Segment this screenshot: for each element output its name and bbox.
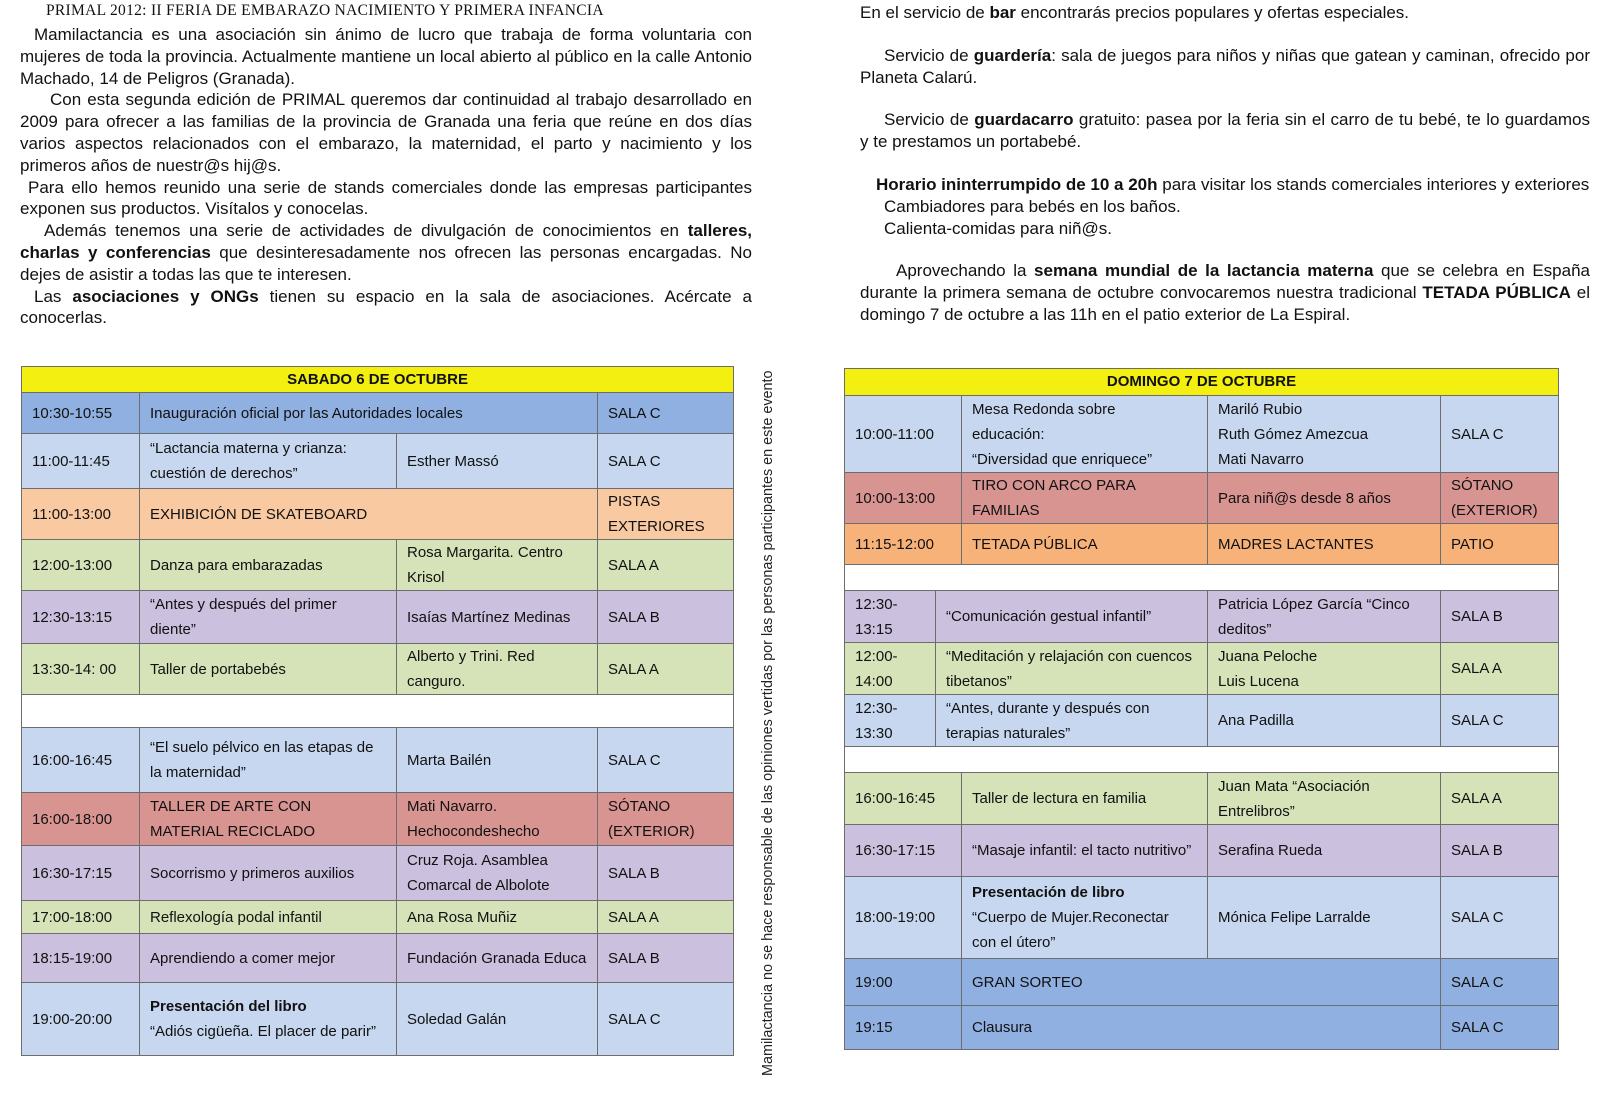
time-cell: 16:00-16:45 — [845, 773, 962, 825]
table-row — [845, 524, 1559, 565]
text-span: para visitar los stands comerciales interiores y exteriores — [1157, 174, 1590, 194]
room-cell: SALA B — [1441, 591, 1559, 643]
room-cell: PATIO — [1441, 524, 1559, 565]
time-cell: 13:30-14: 00 — [22, 644, 140, 695]
time-cell: 11:15-12:00 — [845, 524, 962, 565]
time-cell: 11:00-11:45 — [22, 434, 140, 489]
speaker-cell: Isaías Martínez Medinas — [397, 591, 598, 644]
table-row — [845, 877, 1559, 959]
activity-cell: TALLER DE ARTE CON MATERIAL RECICLADO — [140, 793, 397, 846]
room-cell: SALA C — [598, 434, 734, 489]
speaker-cell: Marta Bailén — [397, 728, 598, 793]
time-cell: 16:00-18:00 — [22, 793, 140, 846]
text-span: Servicio de — [884, 45, 974, 65]
text-span: En el servicio de — [860, 3, 990, 22]
table-header-row — [845, 369, 1559, 396]
speaker-cell: Serafina Rueda — [1208, 825, 1441, 877]
table-row — [22, 901, 734, 934]
table-row — [845, 473, 1559, 524]
bold-span: bar — [989, 3, 1016, 22]
activity-cell: “Antes, durante y después con terapias naturales” — [936, 695, 1208, 747]
speaker-cell — [1208, 643, 1441, 695]
speaker-cell: Esther Massó — [397, 434, 598, 489]
activity-cell: “Comunicación gestual infantil” — [936, 591, 1208, 643]
time-cell: 12:30- 13:30 — [845, 695, 936, 747]
intro-paragraph-1: Mamilactancia es una asociación sin ánimo de lucro que trabaja de forma voluntaria con mujeres de toda la provincia. Actualmente mantiene un local abierto al público en la calle Antonio Machado, 14 de Peligros (Granada). — [20, 25, 752, 88]
room-cell: SALA A — [598, 644, 734, 695]
speaker-line: Mariló Rubio — [1218, 400, 1303, 418]
text-span: Servicio de — [884, 110, 975, 130]
spacer-row — [845, 747, 1559, 773]
time-cell: 16:00-16:45 — [22, 728, 140, 793]
changing-tables: Cambiadores para bebés en los baños. — [884, 196, 1181, 216]
room-cell: SALA C — [1441, 695, 1559, 747]
table-row — [22, 591, 734, 644]
speaker-cell: Patricia López García “Cinco deditos” — [1208, 591, 1441, 643]
room-cell: SALA C — [1441, 959, 1559, 1006]
table-row — [845, 825, 1559, 877]
speaker-cell: Rosa Margarita. Centro Krisol — [397, 540, 598, 591]
activity-cell — [962, 396, 1208, 473]
room-cell: PISTAS EXTERIORES — [598, 489, 734, 540]
nursery-service — [860, 45, 1590, 89]
text-span: que desinteresadamente nos ofrecen las personas encargadas. No dejes de asistir a todas las que te interesen. — [20, 242, 752, 284]
time-cell: 12:30- 13:15 — [845, 591, 936, 643]
text-span: encontrarás precios populares y ofertas especiales. — [1015, 3, 1410, 22]
room-cell: SALA B — [598, 846, 734, 901]
room-cell: SÓTANO (EXTERIOR) — [598, 793, 734, 846]
breastfeeding-week — [860, 260, 1590, 325]
speaker-line: Juana Peloche — [1218, 647, 1318, 665]
table-row — [22, 540, 734, 591]
table-row — [845, 1006, 1559, 1050]
left-column — [20, 0, 752, 329]
activity-cell — [962, 877, 1208, 959]
speaker-line: Mati Navarro — [1218, 450, 1304, 468]
activity-cell: Clausura — [962, 1006, 1441, 1050]
activity-cell: GRAN SORTEO — [962, 959, 1441, 1006]
bold-span: semana mundial de la lactancia materna — [1034, 261, 1374, 281]
speaker-cell: Ana Rosa Muñiz — [397, 901, 598, 934]
table-row — [22, 644, 734, 695]
time-cell: 16:30-17:15 — [22, 846, 140, 901]
saturday-header: SABADO 6 DE OCTUBRE — [22, 367, 734, 393]
speaker-line: Luis Lucena — [1218, 672, 1299, 690]
bold-span: guardacarro — [974, 110, 1074, 130]
activity-cell: Taller de portabebés — [140, 644, 397, 695]
bold-span: TETADA PÚBLICA — [1422, 283, 1571, 303]
time-cell: 19:15 — [845, 1006, 962, 1050]
activity-bold-text: Presentación del libro — [150, 998, 307, 1015]
room-cell: SALA A — [1441, 643, 1559, 695]
intro-paragraph-3: Para ello hemos reunido una serie de stands comerciales donde las empresas participantes exponen sus productos. Visítalos y conocelas. — [20, 177, 752, 219]
activity-cell — [140, 983, 397, 1056]
room-cell: SALA C — [1441, 1006, 1559, 1050]
activity-cell: “Masaje infantil: el tacto nutritivo” — [962, 825, 1208, 877]
time-cell: 12:00-13:00 — [22, 540, 140, 591]
table-row — [22, 934, 734, 983]
saturday-schedule-table — [21, 366, 734, 1056]
room-cell: SALA B — [598, 934, 734, 983]
activity-cell: TIRO CON ARCO PARA FAMILIAS — [962, 473, 1208, 524]
intro-paragraph-4 — [20, 220, 752, 285]
bar-service — [860, 2, 1590, 24]
activity-cell: “El suelo pélvico en las etapas de la maternidad” — [140, 728, 397, 793]
table-row — [22, 983, 734, 1056]
activity-cell: EXHIBICIÓN DE SKATEBOARD — [140, 489, 598, 540]
text-span: el domingo 7 de octubre a las 11h en el patio exterior de La Espiral. — [860, 283, 1590, 324]
activity-line: Mesa Redonda sobre — [972, 400, 1116, 418]
text-span: : sala de juegos para niños y niñas que gatean y caminan, ofrecido por Planeta Calarú. — [860, 45, 1590, 87]
table-row — [22, 728, 734, 793]
stroller-service — [860, 109, 1590, 153]
table-row — [845, 396, 1559, 473]
food-warmers: Calienta-comidas para niñ@s. — [884, 218, 1112, 238]
empty-cell — [22, 695, 734, 728]
room-cell: SALA A — [598, 540, 734, 591]
vertical-disclaimer: Mamilactancia no se hace responsable de las opiniones vertidas por las personas participantes en este evento — [760, 370, 776, 1076]
time-cell: 19:00 — [845, 959, 962, 1006]
time-cell: 18:00-19:00 — [845, 877, 962, 959]
bold-span: talleres, charlas y conferencias — [20, 221, 752, 262]
room-cell: SALA C — [598, 728, 734, 793]
activity-cell: “Meditación y relajación con cuencos tibetanos” — [936, 643, 1208, 695]
room-cell: SALA B — [598, 591, 734, 644]
table-row — [22, 393, 734, 434]
speaker-cell: Cruz Roja. Asamblea Comarcal de Albolote — [397, 846, 598, 901]
time-cell: 11:00-13:00 — [22, 489, 140, 540]
activity-cell: “Lactancia materna y crianza: cuestión de derechos” — [140, 434, 397, 489]
spacer-row — [22, 695, 734, 728]
bold-span: asociaciones y ONGs — [72, 286, 259, 306]
room-cell: SALA C — [1441, 396, 1559, 473]
activity-text: “Cuerpo de Mujer.Reconectar con el útero” — [972, 909, 1169, 951]
spacer-row — [845, 565, 1559, 591]
room-cell: SALA C — [1441, 877, 1559, 959]
room-cell: SALA C — [598, 393, 734, 434]
table-row — [845, 959, 1559, 1006]
right-column — [860, 0, 1590, 326]
text-span: Además tenemos una serie de actividades de divulgación de conocimientos en — [44, 221, 688, 241]
table-header-row — [22, 367, 734, 393]
speaker-cell: Soledad Galán — [397, 983, 598, 1056]
activity-cell: “Antes y después del primer diente” — [140, 591, 397, 644]
table-row — [22, 434, 734, 489]
speaker-cell: Mónica Felipe Larralde — [1208, 877, 1441, 959]
time-cell: 16:30-17:15 — [845, 825, 962, 877]
text-span: que se celebra en España durante la primera semana de octubre convocaremos nuestra tradicional — [860, 261, 1590, 303]
page-title: PRIMAL 2012: II FERIA DE EMBARAZO NACIMIENTO Y PRIMERA INFANCIA — [46, 2, 604, 19]
text-span: Aprovechando la — [896, 261, 1035, 281]
table-row — [845, 773, 1559, 825]
speaker-cell: Ana Padilla — [1208, 695, 1441, 747]
table-row — [845, 643, 1559, 695]
time-cell: 12:30-13:15 — [22, 591, 140, 644]
table-row — [22, 846, 734, 901]
room-cell: SALA C — [598, 983, 734, 1056]
sunday-schedule-table — [844, 368, 1559, 1050]
speaker-cell: Para niñ@s desde 8 años — [1208, 473, 1441, 524]
speaker-cell: Fundación Granada Educa — [397, 934, 598, 983]
text-span: gratuito: pasea por la feria sin el carro de tu bebé, te lo guardamos y te prestamos un portabebé. — [860, 110, 1590, 152]
activity-line: “Diversidad que enriquece” — [972, 450, 1153, 468]
opening-hours — [860, 174, 1590, 196]
intro-paragraph-5 — [20, 286, 752, 330]
text-span: tienen su espacio en la sala de asociaciones. Acércate a conocerlas. — [20, 286, 752, 328]
table-row — [22, 793, 734, 846]
table-row — [845, 695, 1559, 747]
empty-cell — [845, 565, 1559, 591]
time-cell: 18:15-19:00 — [22, 934, 140, 983]
speaker-line: Ruth Gómez Amezcua — [1218, 425, 1369, 443]
time-cell: 10:00-13:00 — [845, 473, 962, 524]
sunday-header: DOMINGO 7 DE OCTUBRE — [845, 369, 1559, 396]
room-cell: SÓTANO (EXTERIOR) — [1441, 473, 1559, 524]
activity-cell: Reflexología podal infantil — [140, 901, 397, 934]
activity-text: “Adiós cigüeña. El placer de parir” — [150, 1023, 376, 1040]
empty-cell — [845, 747, 1559, 773]
room-cell: SALA A — [1441, 773, 1559, 825]
speaker-cell: Mati Navarro. Hechocondeshecho — [397, 793, 598, 846]
table-row — [22, 489, 734, 540]
activity-bold-text: Presentación de libro — [972, 884, 1125, 901]
speaker-cell: Alberto y Trini. Red canguro. — [397, 644, 598, 695]
speaker-cell: MADRES LACTANTES — [1208, 524, 1441, 565]
text-span: Las — [34, 286, 73, 306]
intro-paragraph-2: Con esta segunda edición de PRIMAL queremos dar continuidad al trabajo desarrollado en 2009 para ofrecer a las familias de la provincia de Granada una feria que reúne en dos días varios aspectos relacionados con el embarazo, la maternidad, el parto y nacimiento y los primeros años de nuestr@s hij@s. — [20, 90, 752, 175]
activity-cell: Taller de lectura en familia — [962, 773, 1208, 825]
activity-cell: Inauguración oficial por las Autoridades locales — [140, 393, 598, 434]
time-cell: 12:00- 14:00 — [845, 643, 936, 695]
bold-span: Horario ininterrumpido de 10 a 20h — [876, 174, 1158, 194]
activity-line: educación: — [972, 425, 1045, 443]
speaker-cell: Juan Mata “Asociación Entrelibros” — [1208, 773, 1441, 825]
time-cell: 10:30-10:55 — [22, 393, 140, 434]
speaker-cell — [1208, 396, 1441, 473]
room-cell: SALA B — [1441, 825, 1559, 877]
bold-span: guardería — [973, 45, 1052, 65]
activity-cell: Aprendiendo a comer mejor — [140, 934, 397, 983]
activity-cell: Danza para embarazadas — [140, 540, 397, 591]
time-cell: 17:00-18:00 — [22, 901, 140, 934]
room-cell: SALA A — [598, 901, 734, 934]
table-row — [845, 591, 1559, 643]
time-cell: 19:00-20:00 — [22, 983, 140, 1056]
activity-cell: TETADA PÚBLICA — [962, 524, 1208, 565]
activity-cell: Socorrismo y primeros auxilios — [140, 846, 397, 901]
time-cell: 10:00-11:00 — [845, 396, 962, 473]
